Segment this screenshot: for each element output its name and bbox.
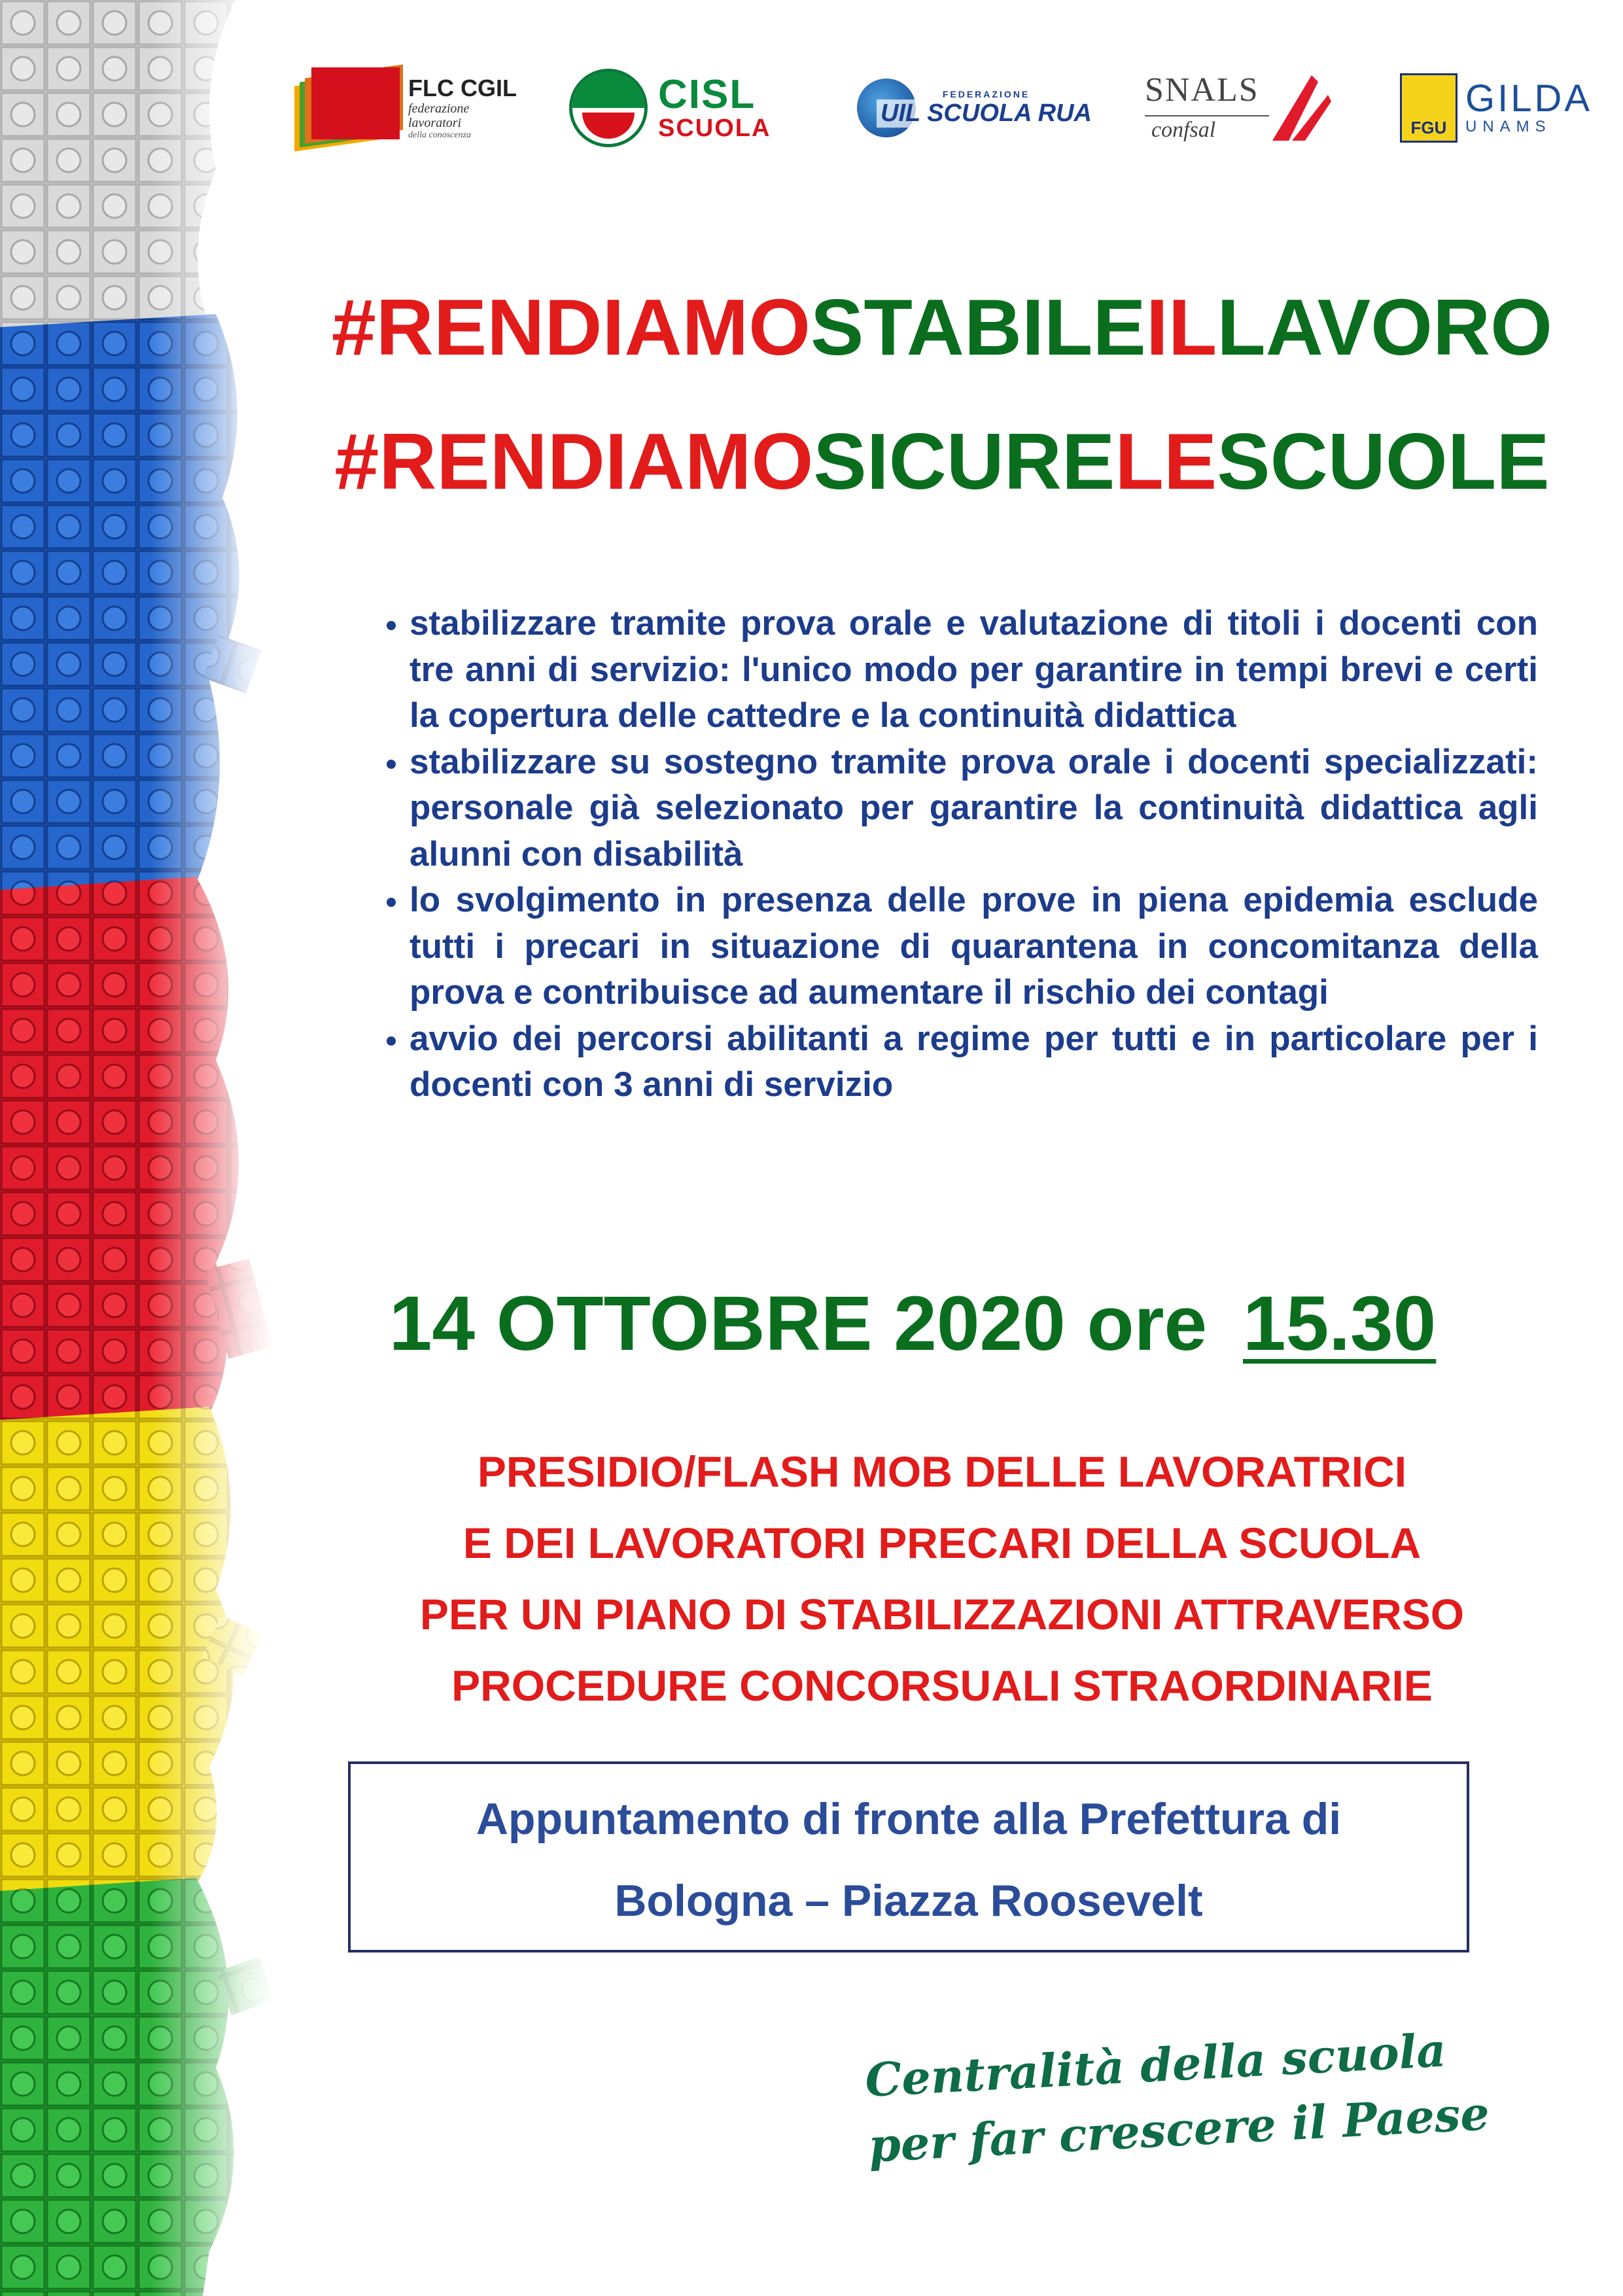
hashtag-sicure-scuole (288, 415, 1596, 507)
hashtag-part: IL (1145, 283, 1217, 372)
appointment-box (348, 1761, 1469, 1952)
demands-list (347, 601, 1538, 1108)
flc-line3: della conoscenza (408, 130, 472, 140)
flc-cgil-logo (294, 59, 517, 157)
uil-fed: FEDERAZIONE (942, 88, 1030, 99)
appointment-line1: Appuntamento di fronte alla Prefettura di (476, 1794, 1342, 1844)
slogan-line1: Centralità della scuola (864, 2022, 1448, 2108)
slogan-line2: per far crescere il Paese (867, 2086, 1491, 2173)
presidio-line: PER UN PIANO DI STABILIZZAZIONI ATTRAVERSO (419, 1590, 1465, 1638)
event-date (288, 1279, 1596, 1368)
presidio-line: PRESIDIO/FLASH MOB DELLE LAVORATRICI (477, 1447, 1407, 1496)
hashtag-part: #RENDIAMO (331, 283, 811, 372)
list-item: • stabilizzare su sostegno tramite prova orale i docenti specializzati: personale già selezionato per garantire la continuità didattica agli alunni con disabilità (410, 739, 1538, 878)
snals-confsal-logo (1145, 59, 1341, 157)
cisl-scuola-logo (569, 59, 771, 157)
snals-name: SNALS (1145, 71, 1259, 109)
gilda-badge: FGU (1410, 118, 1447, 137)
hashtag-part: LE (1115, 417, 1217, 506)
list-item: • stabilizzare tramite prova orale e valutazione di titoli i docenti con tre anni di servizio: l'unico modo per garantire in tempi brevi e certi la copertura delle cattedre e la continuità didattica (410, 601, 1538, 739)
flc-name: FLC CGIL (408, 75, 517, 101)
flc-line1: federazione (408, 101, 470, 116)
presidio-announcement (288, 1436, 1596, 1722)
flc-line2: lavoratori (408, 116, 462, 130)
hashtag-part: SICURE (813, 417, 1115, 506)
lego-bricks-decoration (0, 0, 275, 2296)
list-item: • lo svolgimento in presenza delle prove in piena epidemia esclude tutti i precari in situazione di quarantena in concomitanza della prova e contribuisce ad aumentare il rischio dei contagi (410, 877, 1538, 1016)
snals-sub: confsal (1151, 118, 1216, 142)
slogan (864, 2014, 1524, 2179)
appointment-line2: Bologna – Piazza Roosevelt (614, 1876, 1203, 1926)
union-logos-row (288, 59, 1593, 157)
gilda-name: GILDA (1465, 77, 1593, 120)
event-hour: 15.30 (1242, 1280, 1437, 1367)
hashtag-stabile-lavoro (288, 281, 1596, 373)
uil-scuola-logo (857, 59, 1096, 157)
hashtag-part: LAVORO (1217, 283, 1553, 372)
list-item: • avvio dei percorsi abilitanti a regime per tutti e in particolare per i docenti con 3 anni di servizio (410, 1016, 1538, 1108)
presidio-line: PROCEDURE CONCORSUALI STRAORDINARIE (451, 1661, 1433, 1710)
event-date-text: 14 OTTOBRE 2020 ore (389, 1280, 1208, 1367)
gilda-sub: UNAMS (1465, 118, 1552, 135)
cisl-sub: SCUOLA (658, 115, 771, 142)
cisl-name: CISL (658, 72, 756, 117)
hashtag-part: SCUOLE (1217, 417, 1550, 506)
hashtag-part: #RENDIAMO (334, 417, 814, 506)
hashtag-part: STABILE (810, 283, 1146, 372)
uil-name: UIL SCUOLA RUA (877, 99, 1096, 128)
gilda-unams-logo (1400, 59, 1592, 157)
presidio-line: E DEI LAVORATORI PRECARI DELLA SCUOLA (462, 1519, 1422, 1567)
